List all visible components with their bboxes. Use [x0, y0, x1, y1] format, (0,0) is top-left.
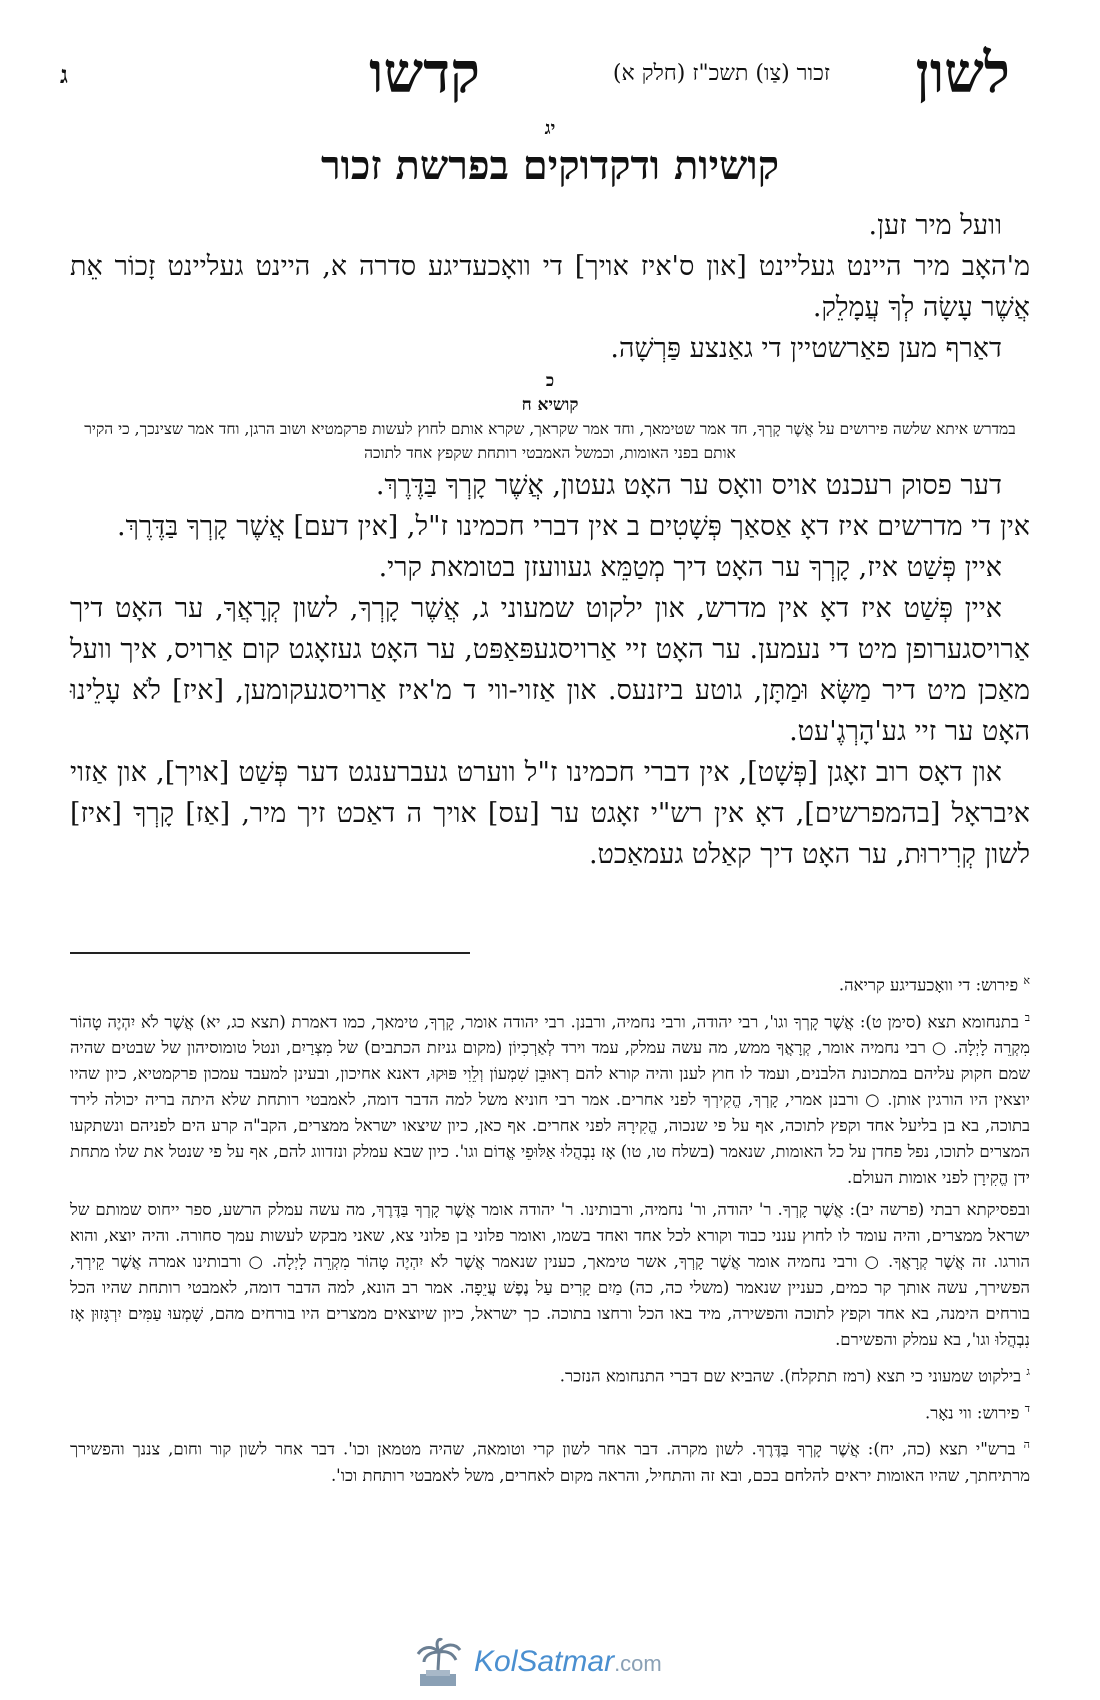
footnotes: [70, 968, 1030, 1495]
palm-tree-icon: [412, 1636, 464, 1688]
footnote-mark: ד: [1024, 1401, 1030, 1415]
paragraph: אין די מדרשים איז דאָ אַסאַך פְּשָׁטִים ב אין דברי חכמינו ז"ל, [אין דעם] אֲשֶׁר קָרְךָ בַּדֶּרֶךְ.: [116, 511, 1030, 542]
page-number: ג: [60, 60, 68, 89]
footnote-text: פירוש: ווי נאָר.: [925, 1403, 1020, 1422]
paragraph: וועל מיר זען.: [868, 210, 1002, 241]
footnote-text: ברש"י תצא (כה, יח): אֲשֶׁר קָרְךָ בַּדֶּרֶךְ. לשון מקרה. דבר אחר לשון קרי וטומאה, שהיה מטמאן וכו'. דבר אחר לשון קור וחום, צננך והפשירך מרתיחתך, שהיו האומות יראים להלחם בכם, ובא זה והתחיל, והראה מקום לאחרים, משל לאמבטי רותחת וכו'.: [70, 1439, 1030, 1485]
footnote-mark: א: [1023, 974, 1030, 987]
section-title: קושיות ודקדוקים בפרשת זכור: [320, 142, 780, 189]
paragraph: און דאָס רוב זאָגן [פְּשָׁט], אין דברי חכמינו ז"ל ווערט געברענגט דער פְּשַׁט [אויך], און אַזוי איבראָל [בהמפרשים], דאָ אין רש"י זאָגט ער [עס] אויך ה דאַכט זיך מיר, [אַז] קָרְךָ [איז] לשון קְרִירוּת, ער האָט דיך קאַלט געמאַכט.: [70, 757, 1030, 870]
footnote-text: פירוש: די וואָכעדיגע קריאה.: [838, 975, 1019, 995]
logo-name: KolSatmar: [474, 1645, 615, 1678]
paragraph: איין פְּשַׁט איז דאָ אין מדרש, און ילקוט שמעוני ג, אֲשֶׁר קָרְךָ, לשון קְרָאֲךָ, ער האָט דיך אַרויסגערופן מיט די נעמען. ער האָט זיי אַרויסגעפּאַפּט, ער האָט געזאָגט קום אַרויס, איך וועל מאַכן מיט דיר מַשָּׂא וּמַתָּן, גוטע ביזנעס. און אַזוי-ווי ד מ'איז אַרויסגעקומען, [איז] לֹא עָלֵינוּ האָט ער זיי גע'הָרְגֶ'עט.: [70, 593, 1030, 747]
paragraph: מ'האָב מיר היינט געליינט [און ס'איז אויך] די וואָכעדיגע סדרה א, היינט געליינט זָכוֹר אֵת אֲשֶׁר עָשָׂה לְךָ עֲמָלֵק.: [70, 251, 1030, 323]
footnote-mark: ג: [1026, 1365, 1030, 1378]
footnote-text: ובפסיקתא רבתי (פרשה יב): אֲשֶׁר קָרְךָ. ר' יהודה, ור' נחמיה, ורבותינו. ר' יהודה אומר אֲשֶׁר קָרְךָ בַּדֶּרֶךְ, מה עשה עמלק הרשע, ספר ייחוס שמותם של ישראל ממצרים, והיה עומד לו לחוץ ענני כבוד וקורא לכל אחד ואחד בשמו, ואומר פלוני בן פלוני צא, שאני מבקש לעשות עמך סחורה. והיה יוצא, והוא הורגו. זה אֲשֶׁר קְרָאֲךָ. ○ ורבי נחמיה אומר אֲשֶׁר קָרְךָ, אשר טימאך, כענין שנאמר אֲשֶׁר לֹא יִהְיֶה טָהוֹר מִקְרֵה לָיְלָה. ○ ורבותינו אמרה אֲשֶׁר קֵירְךָ, הפשירך, עשה אותך קר כמים, כעניין שנאמר (משלי כה, כה) מַיִם קָרִים עַל נֶפֶשׁ עֲיֵפָה. אמר רב הונא, למה הדבר דומה, לאמבטי רותחת שהיו הכל בורחים הימנה, בא אחד וקפץ לתוכה והפשירה, מיד באו הכל ורחצו בתוכה. כך ישראל, כיון שיוצאים ממצרים היו בורחים מהם, שָׁמְעוּ עַמִּים יִרְגָּזוּן אָז נִבְהֲלוּ וגו', בא עמלק והפשירם.: [70, 1200, 1030, 1349]
paragraph: דאַרף מען פאַרשטיין די גאַנצע פַּרְשָׁה.: [610, 333, 1002, 364]
main-text: [70, 205, 1030, 875]
logo-suffix: .com: [614, 1651, 662, 1676]
subsection-letter: כ: [545, 371, 555, 391]
footnote-text: בתנחומא תצא (סימן ט): אֲשֶׁר קָרְךָ וגו', רבי יהודה, ורבי נחמיה, ורבנן. רבי יהודה אומר, קָרְךָ, טימאך, כמו דאמרת (תצא כג, יא) אֲשֶׁר לֹא יִהְיֶה טָהוֹר מִקְרֵה לָיְלָה. ○ רבי נחמיה אומר, קְרָאֲךָ ממש, מה עשה עמלק, עמד וירד לְאַרְכִיוֹן (מקום גניזת הכתבים) של מִצְרַיִם, ונטל טומוסיהון של שבטים שהיה שמם חקוק עליהם במתכונת הלבנים, ועמד לו חוץ לענן והיה קורא להם רְאוּבֵן שִׁמְעוֹן וְלֵוִי פּוּקוּ, דאנא אחיכון, ובעינן למעבד עמכון פרקמטיא, כיון שהיו יוצאין היו הורגין אותן. ○ ורבנן אמרי, קָרְךָ, הֱקִירְךָ לפני אחרים. אמר רבי חוניא משל למה הדבר דומה, לאמבטי רותחת שלא היתה בריה יכולה לירד בתוכה, בא בן בליעל אחד וקפץ לתוכה, אף על פי שנכוה, הֱקִירָהּ לפני אחרים. אף כאן, כיון שיצאו ישראל ממצרים, הקב"ה קרע הים לפניהם ונשתקעו המצרים לתוכו, נפל פחדן על כל האומות, שנאמר (בשלח טו, טו) אָז נִבְהֲלוּ אַלּוּפֵי אֱדוֹם וגו'. כיון שבא עמלק ונזדווג להם, אף על פי שנטל את שלו מתחת ידן הֱקִירָן לפני אומות העולם.: [70, 1012, 1030, 1187]
paragraph: איין פְּשַׁט איז, קָרְךָ ער האָט דיך מְטַמֵּא געוועזן בטומאת קרי.: [378, 552, 1002, 583]
header-word-right: לשון: [915, 40, 1010, 106]
footnote: [70, 1197, 1030, 1353]
header-word-left: קדשו: [369, 40, 480, 106]
footnote-divider: [70, 952, 470, 954]
footnote-mark: ה: [1023, 1438, 1030, 1451]
footnote: [70, 1432, 1030, 1489]
kushya-heading: קושיא ח: [521, 395, 579, 415]
footnote-text: בילקוט שמעוני כי תצא (רמז תתקלח). שהביא שם דברי התנחומא הנזכר.: [559, 1366, 1022, 1386]
paragraph: דער פסוק רעכנט אויס וואָס ער האָט געטון, אֲשֶׁר קָרְךָ בַּדֶּרֶךְ.: [375, 470, 1002, 501]
running-header: [60, 40, 1040, 110]
logo-text: [474, 1645, 662, 1679]
section-number: יג: [544, 118, 556, 139]
kolsatmar-logo: [412, 1634, 702, 1690]
midrash-box: במדרש איתא שלשה פירושים על אֲשֶׁר קָרְךָ, חד אמר שטימאך, וחד אמר שקראך, שקרא אותם לחוץ לעשות פרקמטיא ושוב הרגן, וחד אמר שצינכך, כי הקיר אותם בפני האומות, וכמשל האמבטי רותחת שקפץ אחד לתוכה: [84, 420, 1016, 462]
footnote: [70, 968, 1030, 999]
footnote-mark: ב: [1024, 1010, 1030, 1024]
footnote: [70, 1005, 1030, 1192]
header-subtitle: זכור (צַו) תשכ"ז (חלק א): [612, 61, 830, 86]
footnote: [70, 1359, 1030, 1390]
footnote: [70, 1396, 1030, 1427]
